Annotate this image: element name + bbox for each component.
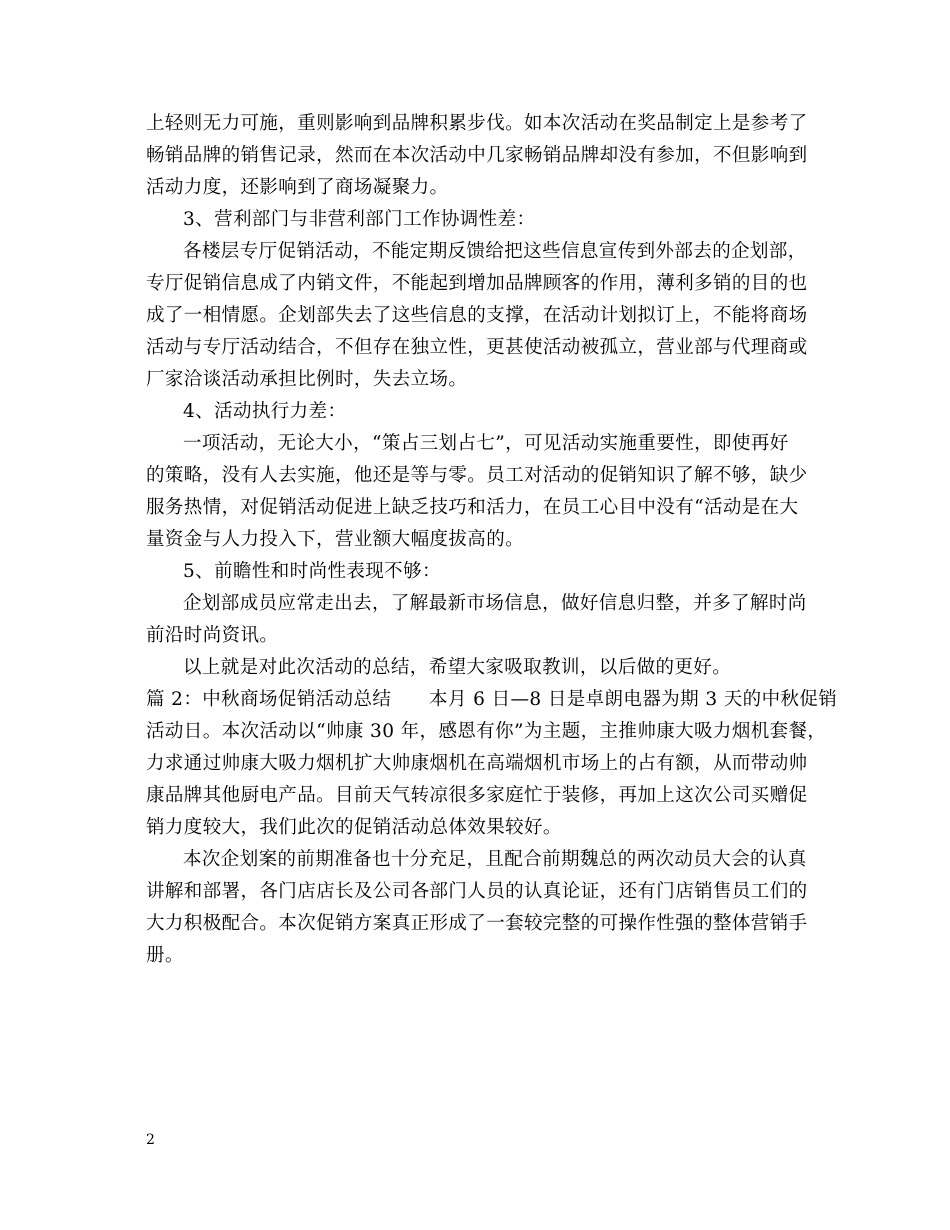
- text-line: 专厅促销信息成了内销文件，不能起到增加品牌顾客的作用，薄利多销的目的也: [146, 273, 808, 294]
- text-line: 成了一相情愿。企划部失去了这些信息的支撑，在活动计划拟订上，不能将商场: [146, 305, 808, 326]
- text-line: 以上就是对此次活动的总结，希望大家吸取教训，以后做的更好。: [183, 657, 732, 678]
- text-line: 畅销品牌的销售记录，然而在本次活动中几家畅销品牌却没有参加，不但影响到: [146, 145, 808, 166]
- text-line: 活动与专厅活动结合，不但存在独立性，更甚使活动被孤立，营业部与代理商或: [146, 337, 808, 358]
- text-line: 活动力度，还影响到了商场凝聚力。: [146, 177, 449, 198]
- text-line: 4、活动执行力差：: [183, 401, 347, 422]
- text-line: 量资金与人力投入下，营业额大幅度拔高的。: [146, 529, 525, 550]
- text-line: 企划部成员应常走出去，了解最新市场信息，做好信息归整，并多了解时尚: [183, 593, 807, 614]
- text-line: 活动日。本次活动以“帅康 30 年，感恩有你”为主题，主推帅康大吸力烟机套餐，: [146, 721, 827, 742]
- text-line: 上轻则无力可施，重则影响到品牌积累步伐。如本次活动在奖品制定上是参考了: [146, 113, 808, 134]
- text-line: 一项活动，无论大小，“策占三划占七”，可见活动实施重要性，即使再好: [183, 433, 789, 454]
- text-line: 康品牌其他厨电产品。目前天气转凉很多家庭忙于装修，再加上这次公司买赠促: [146, 785, 808, 806]
- text-line: 力求通过帅康大吸力烟机扩大帅康烟机在高端烟机市场上的占有额，从而带动帅: [146, 753, 808, 774]
- text-line: 讲解和部署，各门店店长及公司各部门人员的认真论证，还有门店销售员工们的: [146, 881, 808, 902]
- text-line: 的策略，没有人去实施，他还是等与零。员工对活动的促销知识了解不够，缺少: [146, 465, 808, 486]
- text-line: 服务热情，对促销活动促进上缺乏技巧和活力，在员工心目中没有“活动是在大: [146, 497, 799, 518]
- text-line: 厂家洽谈活动承担比例时，失去立场。: [146, 369, 468, 390]
- document-body: [146, 108, 838, 972]
- page-number: 2: [146, 1132, 155, 1148]
- text-line: 5、前瞻性和时尚性表现不够：: [183, 561, 441, 582]
- text-line: 本次企划案的前期准备也十分充足，且配合前期魏总的两次动员大会的认真: [183, 849, 807, 870]
- text-line: 篇 2：中秋商场促销活动总结 本月 6 日—8 日是卓朗电器为期 3 天的中秋促销: [146, 689, 838, 710]
- text-line: 各楼层专厅促销活动，不能定期反馈给把这些信息宣传到外部去的企划部，: [183, 241, 807, 262]
- text-line: 前沿时尚资讯。: [146, 625, 279, 646]
- text-line: 3、营利部门与非营利部门工作协调性差：: [183, 209, 536, 230]
- text-line: 册。: [146, 945, 184, 966]
- text-line: 大力积极配合。本次促销方案真正形成了一套较完整的可操作性强的整体营销手: [146, 913, 808, 934]
- text-line: 销力度较大，我们此次的促销活动总体效果较好。: [146, 817, 562, 838]
